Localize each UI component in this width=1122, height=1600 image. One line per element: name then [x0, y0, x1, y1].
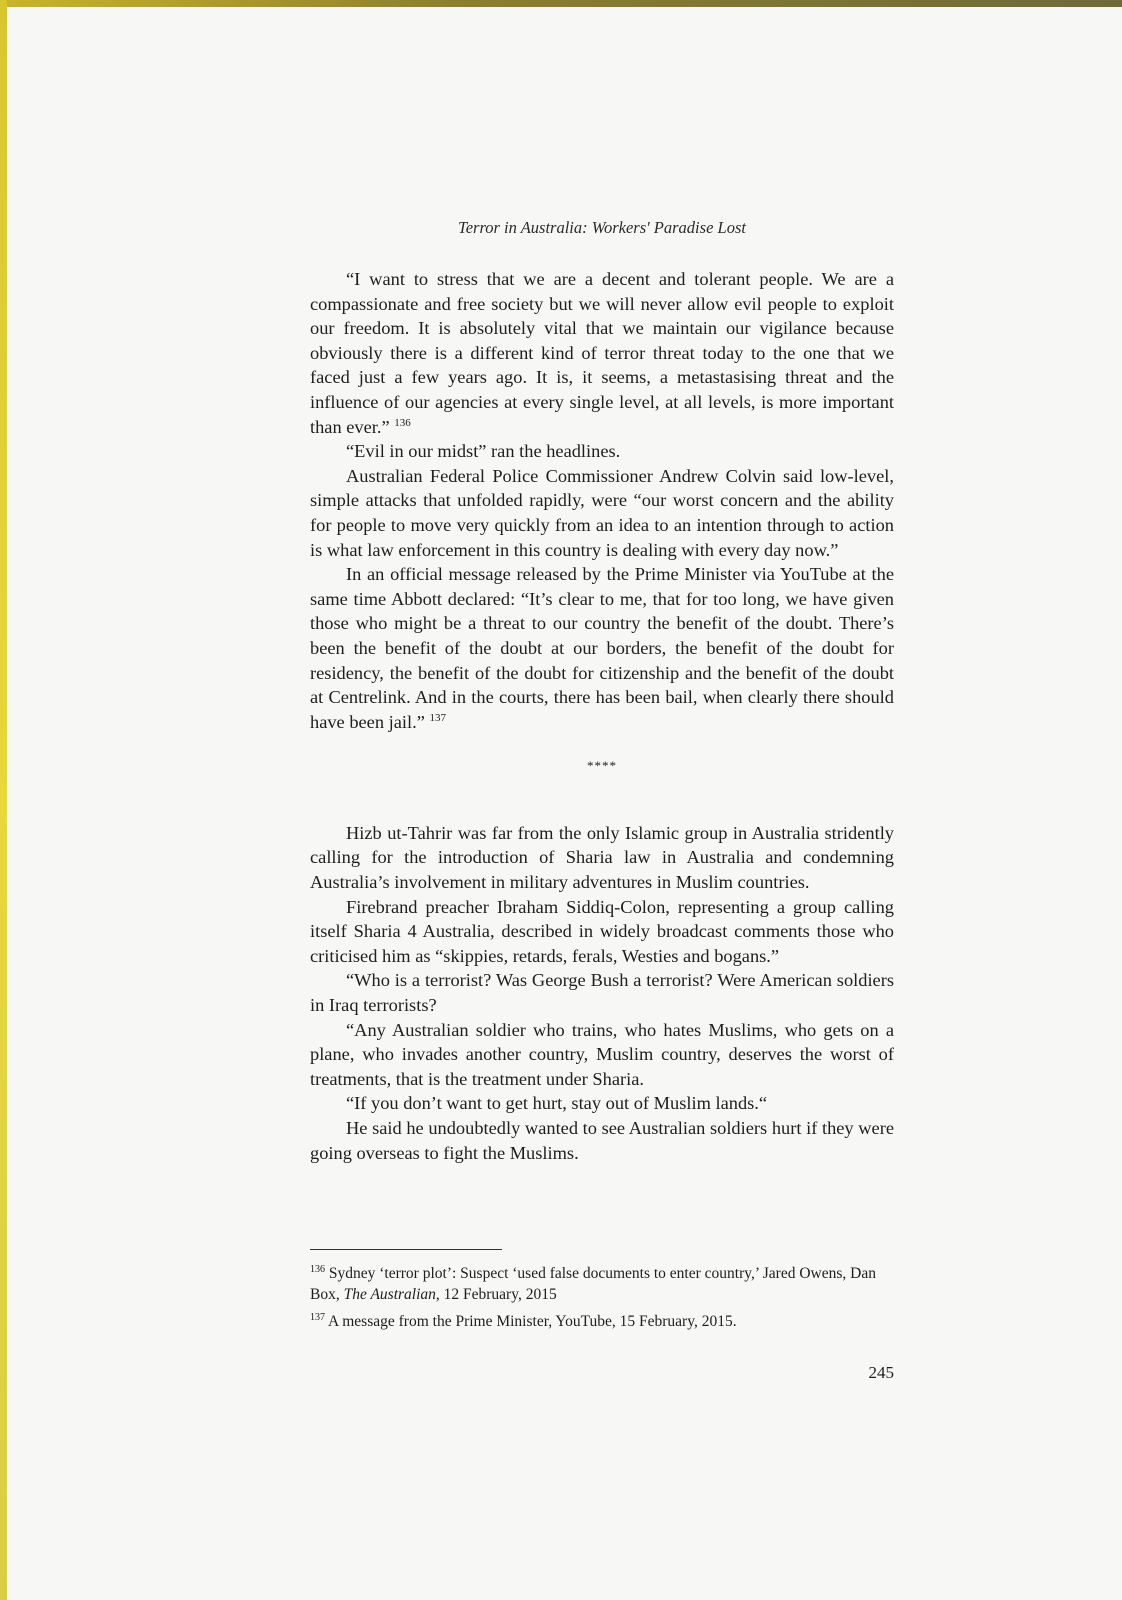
footnote-number: 137 [310, 1311, 325, 1323]
footnote-text-after: , 12 February, 2015 [435, 1286, 557, 1303]
paragraph-text: In an official message released by the Prime Minister via YouTube at the same time Abbott declared: “It’s clear to me, that for too long, we have given those who might be a threat to our country the benefit of the doubt. There’s been the benefit of the doubt at our borders, the benefit of the doubt for residency, the benefit of the doubt for citizenship and the benefit of the doubt at Centrelink. And in the courts, there has been bail, when clearly there should have been jail.” [310, 564, 894, 732]
footnote [310, 1263, 894, 1305]
page-number: 245 [868, 1363, 894, 1382]
footnote-source: The Australian [343, 1286, 436, 1303]
footnotes [310, 1263, 894, 1338]
paragraph: Hizb ut-Tahrir was far from the only Islamic group in Australia stridently calling for the introduction of Sharia law in Australia and condemning Australia’s involvement in military adventures in Muslim countries. [310, 822, 894, 893]
footnote-text: Sydney ‘terror plot’: Suspect ‘used false documents to enter country,’ Jared Owens, Dan Box, [310, 1265, 876, 1303]
paragraph [310, 562, 894, 734]
paragraph: “Who is a terrorist? Was George Bush a terrorist? Were American soldiers in Iraq terrorists? [310, 970, 894, 1016]
footnote-rule [310, 1249, 502, 1250]
paragraph: “Evil in our midst” ran the headlines. [346, 441, 621, 462]
footnote-text: A message from the Prime Minister, YouTube, 15 February, 2015. [328, 1313, 737, 1330]
paragraph: “Any Australian soldier who trains, who hates Muslims, who gets on a plane, who invades another country, Muslim country, deserves the worst of treatments, that is the treatment under Sharia. [310, 1019, 894, 1089]
footnote-ref[interactable]: 137 [429, 711, 446, 724]
body-text [310, 267, 894, 1165]
paragraph-text: “I want to stress that we are a decent and tolerant people. We are a compassionate and free society but we will never allow evil people to exploit our freedom. It is absolutely vital that we maintain our vigilance because obviously there is a different kind of terror threat today to the one that we faced just a few years ago. It is, it seems, a metastasising threat and the influence of our agencies at every single level, at all levels, is more important than ever.” [310, 269, 894, 437]
scan-edge-top [0, 0, 1122, 7]
paragraph [310, 267, 894, 439]
footnote-number: 136 [310, 1263, 325, 1275]
paragraph: “If you don’t want to get hurt, stay out of Muslim lands.“ [346, 1093, 768, 1114]
paragraph: He said he undoubtedly wanted to see Australian soldiers hurt if they were going overseas to fight the Muslims. [310, 1118, 894, 1163]
section-break: **** [587, 758, 617, 774]
footnote-ref[interactable]: 136 [394, 416, 411, 429]
scan-edge-left [0, 0, 7, 1600]
footnote [310, 1311, 894, 1332]
paragraph: Firebrand preacher Ibraham Siddiq-Colon, representing a group calling itself Sharia 4 Australia, described in widely broadcast comments those who criticised him as “skippies, retards, ferals, Westies and bogans.” [310, 896, 894, 966]
paragraph: Australian Federal Police Commissioner Andrew Colvin said low-level, simple attacks that unfolded rapidly, were “our worst concern and the ability for people to move very quickly from an idea to an intention through to action is what law enforcement in this country is dealing with every day now.” [310, 465, 894, 560]
running-head: Terror in Australia: Workers' Paradise Lost [458, 218, 746, 237]
